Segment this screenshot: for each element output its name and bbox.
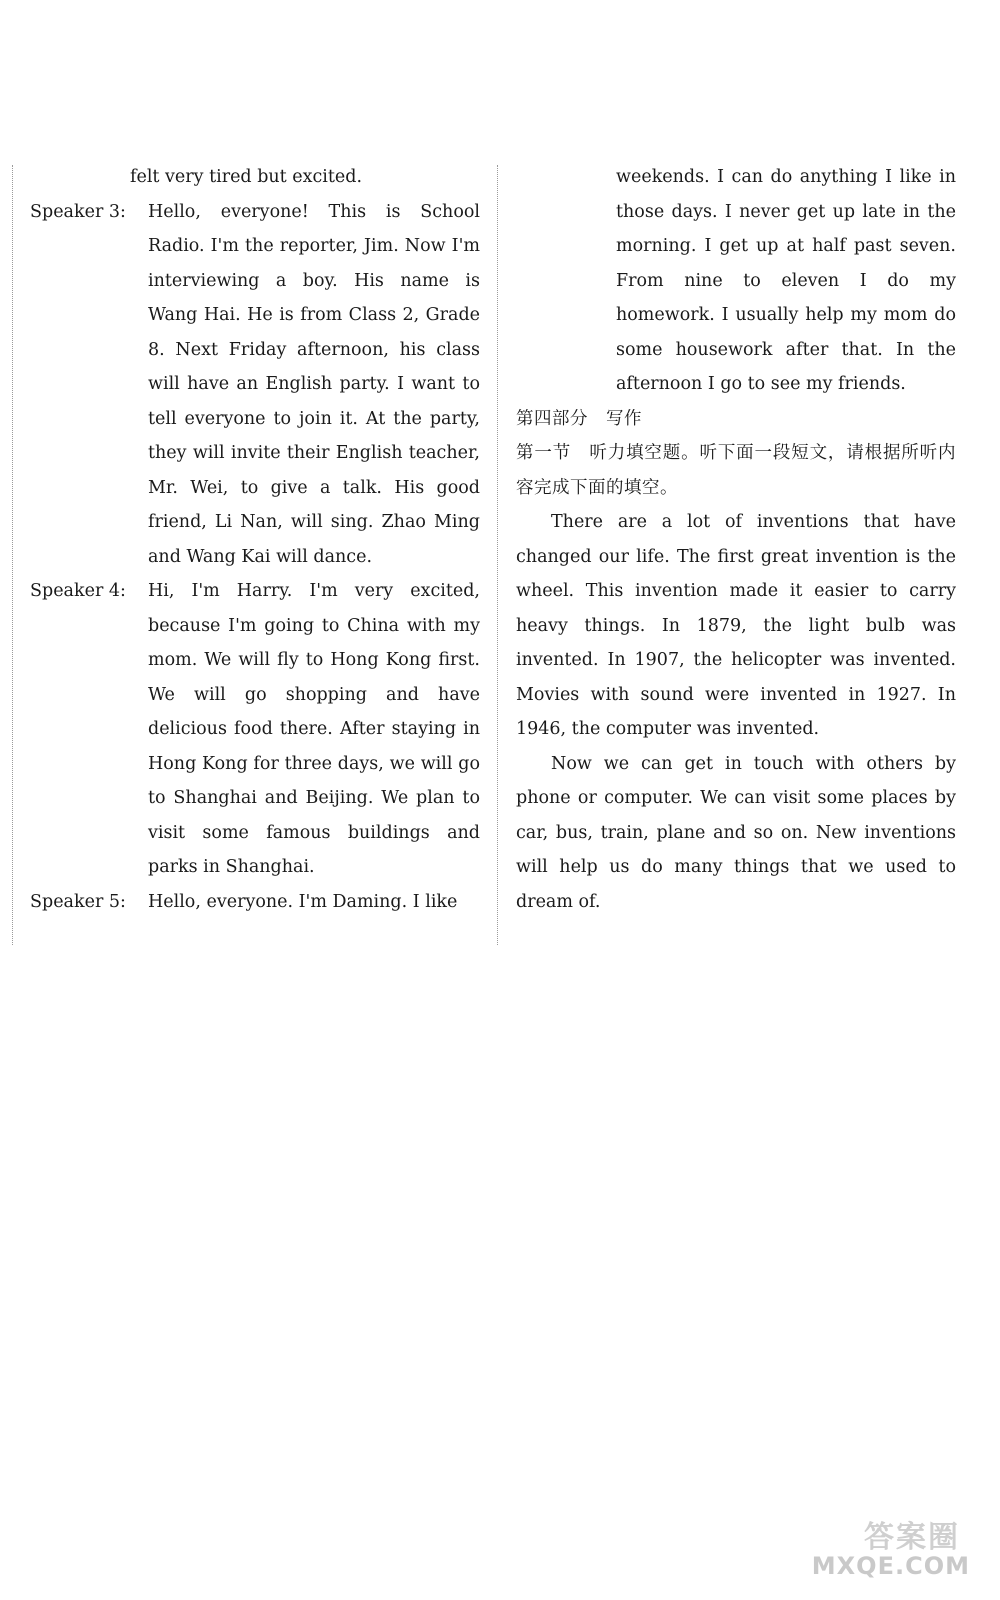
watermark-logo: 答案圈 <box>864 1520 960 1555</box>
speaker-5-block <box>30 885 480 920</box>
speaker-3-text: Hello, everyone! This is School Radio. I'm the reporter, Jim. Now I'm interviewing a boy. His name is Wang Hai. He is from Class 2, Grade 8. Next Friday afternoon, his class will have an English party. I want to tell everyone to join it. At the party, they will invite their English teacher, Mr. Wei, to give a talk. His good friend, Li Nan, will sing. Zhao Ming and Wang Kai will dance. <box>148 201 480 567</box>
part-title: 写作 <box>606 408 642 429</box>
speaker-5-label: Speaker 5: <box>30 891 126 912</box>
speaker-4-text: Hi, I'm Harry. I'm very excited, because I'm going to China with my mom. We will fly to Hong Kong first. We will go shopping and have delicious food there. After staying in Hong Kong for three days, we will go to Shanghai and Beijing. We plan to visit some famous buildings and parks in Shanghai. <box>148 581 480 877</box>
left-column <box>30 160 480 919</box>
left-margin-rule <box>12 165 13 945</box>
speaker-4-block <box>30 574 480 885</box>
left-continuation-text: felt very tired but excited. <box>130 167 363 187</box>
passage-paragraph-2: Now we can get in touch with others by phone or computer. We can visit some places by car, bus, train, plane and so on. New inventions will help us do many things that we used to dream of. <box>516 753 956 912</box>
passage-paragraph-1: There are a lot of inventions that have changed our life. The first great invention is the wheel. This invention made it easier to carry heavy things. In 1879, the light bulb was invented. In 1907, the helicopter was invented. Movies with sound were invented in 1927. In 1946, the computer was invented. <box>516 512 956 739</box>
speaker-4-label: Speaker 4: <box>30 581 126 601</box>
speaker-5-text: Hello, everyone. I'm Daming. I like <box>148 891 458 912</box>
right-column <box>516 160 956 919</box>
part-heading <box>516 402 956 437</box>
watermark-site: MXQE.COM <box>811 1552 970 1580</box>
column-divider <box>497 165 498 945</box>
right-continuation-text: weekends. I can do anything I like in those days. I never get up late in the morning. I get up at half past seven. From nine to eleven I do my homework. I usually help my mom do some housework after that. In the afternoon I go to see my friends. <box>616 167 956 394</box>
speaker-3-block <box>30 195 480 575</box>
part-label: 第四部分 <box>516 408 588 429</box>
section-heading: 第一节 听力填空题。听下面一段短文，请根据所听内容完成下面的填空。 <box>516 443 956 498</box>
speaker-3-label: Speaker 3: <box>30 201 126 222</box>
